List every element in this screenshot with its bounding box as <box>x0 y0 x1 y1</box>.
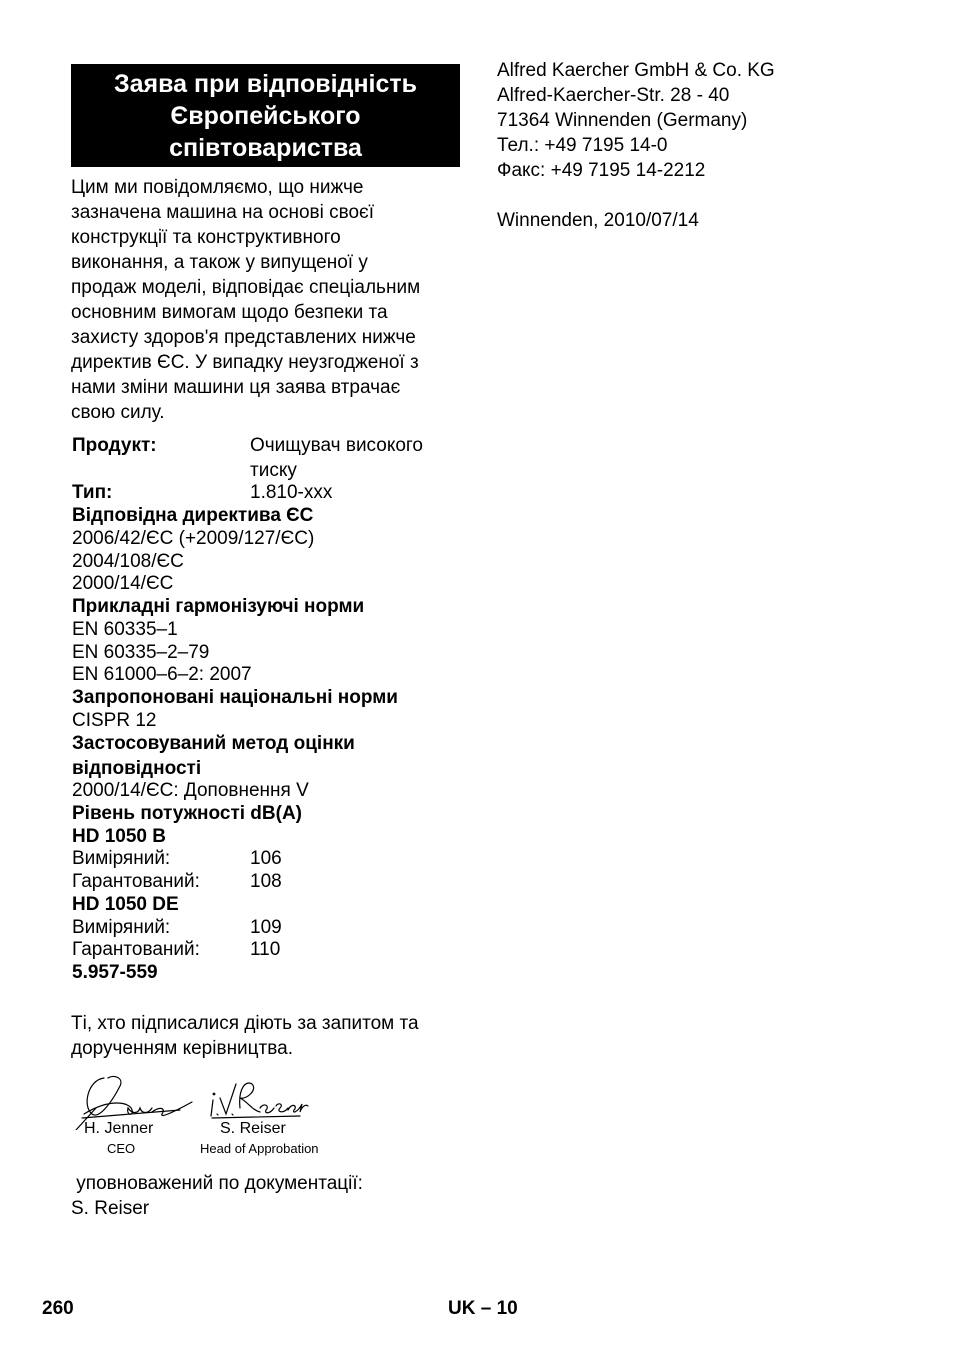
product-label: Продукт: <box>72 435 157 456</box>
address-line: Alfred-Kaercher-Str. 28 - 40 <box>497 85 730 106</box>
closing-paragraph <box>71 1011 419 1061</box>
product-value-line-2: тиску <box>250 460 297 481</box>
closing-line: дорученням керівництва. <box>71 1038 293 1059</box>
measured-label: Виміряний: <box>72 848 171 869</box>
authorized-name: S. Reiser <box>71 1198 150 1219</box>
method-heading-line-1: Застосовуваний метод оцінки <box>72 733 355 754</box>
intro-line: Цим ми повідомляємо, що нижче <box>71 177 364 198</box>
signature-reiser <box>211 1083 308 1118</box>
intro-line: виконання, а також у випущеної у <box>71 252 368 273</box>
directive-item: 2004/108/ЄС <box>72 551 184 572</box>
spacer <box>497 183 775 208</box>
method-heading-line-2: відповідності <box>72 758 202 779</box>
product-value-line-1: Очищувач високого <box>250 435 424 456</box>
intro-paragraph <box>71 175 461 425</box>
national-heading: Запропоновані національні норми <box>72 687 398 708</box>
intro-line: нами зміни машини ця заява втрачає <box>71 377 401 398</box>
title-line-2: Європейського <box>170 101 361 130</box>
measured-value: 106 <box>250 848 282 869</box>
norm-item: EN 60335–1 <box>72 619 178 640</box>
type-value: 1.810-xxx <box>250 482 333 503</box>
signatory-name: S. Reiser <box>220 1120 286 1137</box>
directive-item: 2000/14/ЄС <box>72 573 174 594</box>
title-line-1: Заява при відповідність <box>113 69 418 98</box>
signatory-role: Head of Approbation <box>200 1141 319 1156</box>
type-label: Тип: <box>72 482 113 503</box>
intro-line: захисту здоров'я представлених нижче <box>71 327 416 348</box>
manufacturer-address <box>497 58 775 233</box>
page-title <box>71 64 460 167</box>
sound-heading: Рівень потужності dB(A) <box>72 803 303 824</box>
norm-item: EN 61000–6–2: 2007 <box>72 664 252 685</box>
document-number: 5.957-559 <box>72 962 158 983</box>
signatory-role: CEO <box>107 1141 136 1156</box>
norm-item: EN 60335–2–79 <box>72 642 210 663</box>
guaranteed-value: 110 <box>250 939 281 960</box>
model-name: HD 1050 B <box>72 826 166 847</box>
model-name: HD 1050 DE <box>72 894 179 915</box>
intro-line: конструкції та конструктивного <box>71 227 341 248</box>
address-line: Факс: +49 7195 14-2212 <box>497 160 706 181</box>
national-item: CISPR 12 <box>72 710 157 731</box>
norms-heading: Прикладні гармонізуючі норми <box>72 596 365 617</box>
intro-line: основним вимогам щодо безпеки та <box>71 302 388 323</box>
method-value: 2000/14/ЄС: Доповнення V <box>72 780 309 801</box>
intro-line: директив ЄС. У випадку неузгодженої з <box>71 352 419 373</box>
section-label: UK – 10 <box>448 1298 518 1319</box>
measured-label: Виміряний: <box>72 917 171 938</box>
measured-value: 109 <box>250 917 282 938</box>
intro-line: свою силу. <box>71 402 165 423</box>
title-line-3: співтовариства <box>169 133 362 162</box>
guaranteed-label: Гарантований: <box>72 939 200 960</box>
address-line: 71364 Winnenden (Germany) <box>497 110 748 131</box>
signatory-name: H. Jenner <box>84 1120 154 1137</box>
authorized-label: уповноважений по документації: <box>71 1173 363 1194</box>
guaranteed-label: Гарантований: <box>72 871 200 892</box>
intro-line: продаж моделі, відповідає спеціальним <box>71 277 421 298</box>
place-date: Winnenden, 2010/07/14 <box>497 210 699 231</box>
guaranteed-value: 108 <box>250 871 282 892</box>
directives-heading: Відповідна директива ЄС <box>72 505 314 526</box>
documentation-authorized <box>71 1171 363 1221</box>
intro-line: зазначена машина на основі своєї <box>71 202 375 223</box>
address-line: Alfred Kaercher GmbH & Co. KG <box>497 60 775 81</box>
directive-item: 2006/42/ЄС (+2009/127/ЄС) <box>72 528 315 549</box>
page-number: 260 <box>42 1298 74 1319</box>
closing-line: Ті, хто підписалися діють за запитом та <box>71 1013 419 1034</box>
address-line: Тел.: +49 7195 14-0 <box>497 135 668 156</box>
